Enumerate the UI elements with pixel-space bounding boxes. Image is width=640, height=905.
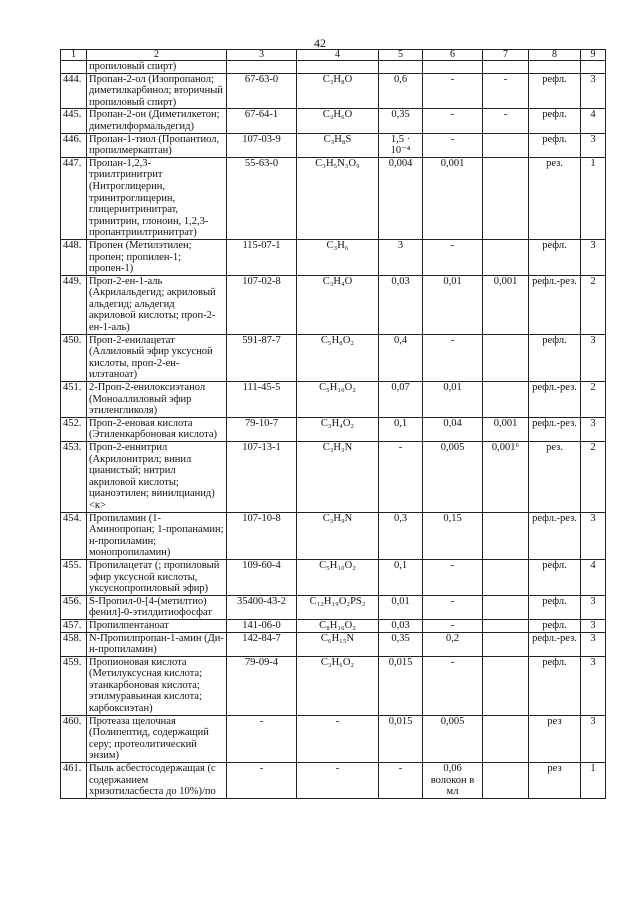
formula: - <box>297 715 379 762</box>
header-cell: 4 <box>297 50 379 61</box>
value-col7: - <box>483 109 529 133</box>
row-number: 452. <box>61 417 87 441</box>
substance-name: Пропен (Метилэтилен; пропен; пропилен-1; пропен-1) <box>87 239 227 275</box>
value-col9: 1 <box>581 763 606 799</box>
value-col9: 3 <box>581 512 606 559</box>
value-col6: - <box>423 559 483 595</box>
table-body <box>61 61 606 799</box>
value-col7 <box>483 157 529 239</box>
value-col9: 3 <box>581 715 606 762</box>
value-col8: рефл. <box>529 73 581 109</box>
value-col5: 0,6 <box>379 73 423 109</box>
value-col7: 0,001 <box>483 417 529 441</box>
value-col8: рез <box>529 715 581 762</box>
table-row <box>61 656 606 715</box>
value-col9: 1 <box>581 157 606 239</box>
table-row <box>61 512 606 559</box>
value-col9: 3 <box>581 133 606 157</box>
value-col5: 0,35 <box>379 109 423 133</box>
header-cell: 9 <box>581 50 606 61</box>
value-col5: 0,1 <box>379 417 423 441</box>
substance-name: Пропилацетат (; пропиловый эфир уксусной кислоты, уксуснопропиловый эфир) <box>87 559 227 595</box>
substance-name: S-Пропил-0-[4-(метилтио) фенил]-0-этилдитиофосфат <box>87 595 227 619</box>
table-row <box>61 109 606 133</box>
substance-name: Пропионовая кислота (Метилуксусная кислота; этанкарбоновая кислота; этилмуравьиная кислота; карбоксиэтан) <box>87 656 227 715</box>
substance-name: Пропиламин (1-Аминопропан; 1-пропанамин; н-пропиламин; монопропиламин) <box>87 512 227 559</box>
value-col5 <box>379 61 423 74</box>
value-col8: рефл. <box>529 239 581 275</box>
substance-name: Пыль асбестосодержащая (с содержанием хризотиласбеста до 10%)/по <box>87 763 227 799</box>
value-col6: - <box>423 133 483 157</box>
value-col6: 0,01 <box>423 275 483 334</box>
table-row <box>61 382 606 418</box>
value-col6: 0,001 <box>423 157 483 239</box>
substance-name: Пропилпентаноат <box>87 619 227 632</box>
value-col6: - <box>423 619 483 632</box>
row-number: 460. <box>61 715 87 762</box>
header-cell: 8 <box>529 50 581 61</box>
value-col5: 0,3 <box>379 512 423 559</box>
value-col8: рефл. <box>529 133 581 157</box>
formula: C₃H₉N <box>297 512 379 559</box>
value-col6: 0,06 волокон в мл <box>423 763 483 799</box>
formula: - <box>297 763 379 799</box>
row-number: 456. <box>61 595 87 619</box>
value-col6: - <box>423 239 483 275</box>
substance-name: Проп-2-ен-1-аль (Акрилальдегид; акриловый альдегид; альдегид акриловой кислоты; проп-2-ен-1-аль) <box>87 275 227 334</box>
header-cell: 5 <box>379 50 423 61</box>
value-col5: 0,03 <box>379 275 423 334</box>
cas-number: 107-10-8 <box>227 512 297 559</box>
header-cell: 2 <box>87 50 227 61</box>
value-col8: рефл. <box>529 656 581 715</box>
value-col9: 3 <box>581 632 606 656</box>
value-col6: 0,005 <box>423 715 483 762</box>
value-col9: 2 <box>581 382 606 418</box>
value-col5: 0,004 <box>379 157 423 239</box>
table-row <box>61 442 606 513</box>
substance-name: Протеаза щелочная (Полипептид, содержащий серу; протеолитический энзим) <box>87 715 227 762</box>
cas-number: 591-87-7 <box>227 334 297 381</box>
formula <box>297 61 379 74</box>
formula: C₃H₆O <box>297 109 379 133</box>
substance-name: N-Пропилпропан-1-амин (Ди-н-пропиламин) <box>87 632 227 656</box>
value-col7 <box>483 559 529 595</box>
value-col8 <box>529 61 581 74</box>
substance-name: Пропан-1-тиол (Пропантиол, пропилмеркаптан) <box>87 133 227 157</box>
header-cell: 1 <box>61 50 87 61</box>
value-col5: - <box>379 442 423 513</box>
cas-number <box>227 61 297 74</box>
cas-number: 79-10-7 <box>227 417 297 441</box>
value-col7 <box>483 512 529 559</box>
row-number: 445. <box>61 109 87 133</box>
substance-name: Проп-2-енилацетат (Аллиловый эфир уксусной кислоты, проп-2-ен-илэтаноат) <box>87 334 227 381</box>
page-number: 42 <box>314 36 326 50</box>
formula: C₅H₈O₂ <box>297 334 379 381</box>
formula: C₃H₈S <box>297 133 379 157</box>
value-col9: 3 <box>581 656 606 715</box>
value-col7 <box>483 656 529 715</box>
cas-number: 79-09-4 <box>227 656 297 715</box>
value-col5: 3 <box>379 239 423 275</box>
value-col7 <box>483 763 529 799</box>
substances-table <box>60 49 606 799</box>
value-col5: 0,35 <box>379 632 423 656</box>
row-number: 459. <box>61 656 87 715</box>
value-col7 <box>483 334 529 381</box>
value-col8: рефл.-рез. <box>529 632 581 656</box>
substance-name: 2-Проп-2-енилоксиэтанол (Моноаллиловый эфир этиленгликоля) <box>87 382 227 418</box>
value-col6: - <box>423 73 483 109</box>
value-col6: 0,04 <box>423 417 483 441</box>
table-row <box>61 763 606 799</box>
table-row <box>61 275 606 334</box>
header-cell: 3 <box>227 50 297 61</box>
value-col6: - <box>423 109 483 133</box>
cas-number: - <box>227 715 297 762</box>
value-col7 <box>483 619 529 632</box>
value-col9: 2 <box>581 275 606 334</box>
value-col6: 0,005 <box>423 442 483 513</box>
row-number: 448. <box>61 239 87 275</box>
row-number: 444. <box>61 73 87 109</box>
table-row <box>61 632 606 656</box>
value-col7: - <box>483 73 529 109</box>
value-col7 <box>483 61 529 74</box>
table-row <box>61 61 606 74</box>
formula: C₃H₆O₂ <box>297 656 379 715</box>
cas-number: 107-02-8 <box>227 275 297 334</box>
cas-number: 111-45-5 <box>227 382 297 418</box>
table-row <box>61 157 606 239</box>
substance-name: пропиловый спирт) <box>87 61 227 74</box>
row-number: 447. <box>61 157 87 239</box>
value-col9: 3 <box>581 239 606 275</box>
formula: C₃H₈O <box>297 73 379 109</box>
value-col7 <box>483 595 529 619</box>
value-col9: 3 <box>581 334 606 381</box>
value-col7: 0,001 <box>483 275 529 334</box>
formula: C₁₂H₁₉O₂PS₂ <box>297 595 379 619</box>
value-col8: рез. <box>529 442 581 513</box>
header-cell: 7 <box>483 50 529 61</box>
table-row <box>61 715 606 762</box>
formula: C₃H₆ <box>297 239 379 275</box>
substance-name: Пропан-2-он (Диметилкетон; диметилформальдегид) <box>87 109 227 133</box>
row-number: 458. <box>61 632 87 656</box>
table-row <box>61 619 606 632</box>
value-col9: 3 <box>581 595 606 619</box>
row-number <box>61 61 87 74</box>
table-row <box>61 559 606 595</box>
row-number: 457. <box>61 619 87 632</box>
value-col6: 0,15 <box>423 512 483 559</box>
value-col6: 0,2 <box>423 632 483 656</box>
formula: C₃H₄O <box>297 275 379 334</box>
value-col9: 4 <box>581 109 606 133</box>
value-col8: рефл. <box>529 595 581 619</box>
substance-name: Проп-2-еннитрил (Акрилонитрил; винил цианистый; нитрил акриловой кислоты; цианоэтилен; винилцианид) <к> <box>87 442 227 513</box>
value-col8: рез. <box>529 157 581 239</box>
header-cell: 6 <box>423 50 483 61</box>
formula: C₅H₁₀O₂ <box>297 559 379 595</box>
value-col8: рефл. <box>529 559 581 595</box>
formula: C₃H₃N <box>297 442 379 513</box>
value-col8: рез <box>529 763 581 799</box>
value-col5: 0,4 <box>379 334 423 381</box>
formula: C₆H₁₅N <box>297 632 379 656</box>
table-row <box>61 73 606 109</box>
substance-name: Пропан-2-ол (Изопропанол; диметилкарбинол; вторичный пропиловый спирт) <box>87 73 227 109</box>
table-row <box>61 595 606 619</box>
value-col5: 0,015 <box>379 715 423 762</box>
substance-name: Проп-2-еновая кислота (Этиленкарбоновая кислота) <box>87 417 227 441</box>
row-number: 451. <box>61 382 87 418</box>
value-col7 <box>483 133 529 157</box>
value-col5: 0,015 <box>379 656 423 715</box>
table-row <box>61 133 606 157</box>
cas-number: 142-84-7 <box>227 632 297 656</box>
cas-number: - <box>227 763 297 799</box>
row-number: 455. <box>61 559 87 595</box>
table-row <box>61 417 606 441</box>
value-col5: 0,01 <box>379 595 423 619</box>
table-row <box>61 239 606 275</box>
cas-number: 35400-43-2 <box>227 595 297 619</box>
row-number: 453. <box>61 442 87 513</box>
value-col8: рефл. <box>529 109 581 133</box>
value-col6: 0,01 <box>423 382 483 418</box>
value-col8: рефл.-рез. <box>529 382 581 418</box>
row-number: 454. <box>61 512 87 559</box>
row-number: 461. <box>61 763 87 799</box>
formula: C₃H₅N₃O₉ <box>297 157 379 239</box>
value-col7 <box>483 239 529 275</box>
value-col8: рефл.-рез. <box>529 512 581 559</box>
formula: C₃H₄O₂ <box>297 417 379 441</box>
row-number: 450. <box>61 334 87 381</box>
substance-name: Пропан-1,2,3-триилтринитрит (Нитроглицерин, тринитроглицерин, глицеринтринитрат, тринитрин, глоноин, 1,2,3-пропантриилтринитрат) <box>87 157 227 239</box>
value-col8: рефл. <box>529 619 581 632</box>
value-col9: 4 <box>581 559 606 595</box>
value-col6: - <box>423 656 483 715</box>
value-col6: - <box>423 334 483 381</box>
value-col9: 3 <box>581 619 606 632</box>
value-col9: 3 <box>581 417 606 441</box>
value-col9 <box>581 61 606 74</box>
value-col5: - <box>379 763 423 799</box>
cas-number: 115-07-1 <box>227 239 297 275</box>
value-col6 <box>423 61 483 74</box>
value-col5: 0,07 <box>379 382 423 418</box>
value-col7: 0,001⁶ <box>483 442 529 513</box>
cas-number: 109-60-4 <box>227 559 297 595</box>
value-col7 <box>483 715 529 762</box>
header-row <box>61 50 606 61</box>
cas-number: 67-63-0 <box>227 73 297 109</box>
value-col8: рефл.-рез. <box>529 275 581 334</box>
value-col6: - <box>423 595 483 619</box>
cas-number: 55-63-0 <box>227 157 297 239</box>
value-col8: рефл.-рез. <box>529 417 581 441</box>
value-col5: 0,1 <box>379 559 423 595</box>
value-col8: рефл. <box>529 334 581 381</box>
value-col5: 0,03 <box>379 619 423 632</box>
cas-number: 107-03-9 <box>227 133 297 157</box>
value-col5: 1,5 · 10⁻⁴ <box>379 133 423 157</box>
formula: C₈H₁₆O₂ <box>297 619 379 632</box>
value-col7 <box>483 632 529 656</box>
value-col9: 3 <box>581 73 606 109</box>
cas-number: 107-13-1 <box>227 442 297 513</box>
value-col9: 2 <box>581 442 606 513</box>
cas-number: 67-64-1 <box>227 109 297 133</box>
row-number: 449. <box>61 275 87 334</box>
row-number: 446. <box>61 133 87 157</box>
table-row <box>61 334 606 381</box>
formula: C₅H₁₀O₂ <box>297 382 379 418</box>
cas-number: 141-06-0 <box>227 619 297 632</box>
value-col7 <box>483 382 529 418</box>
